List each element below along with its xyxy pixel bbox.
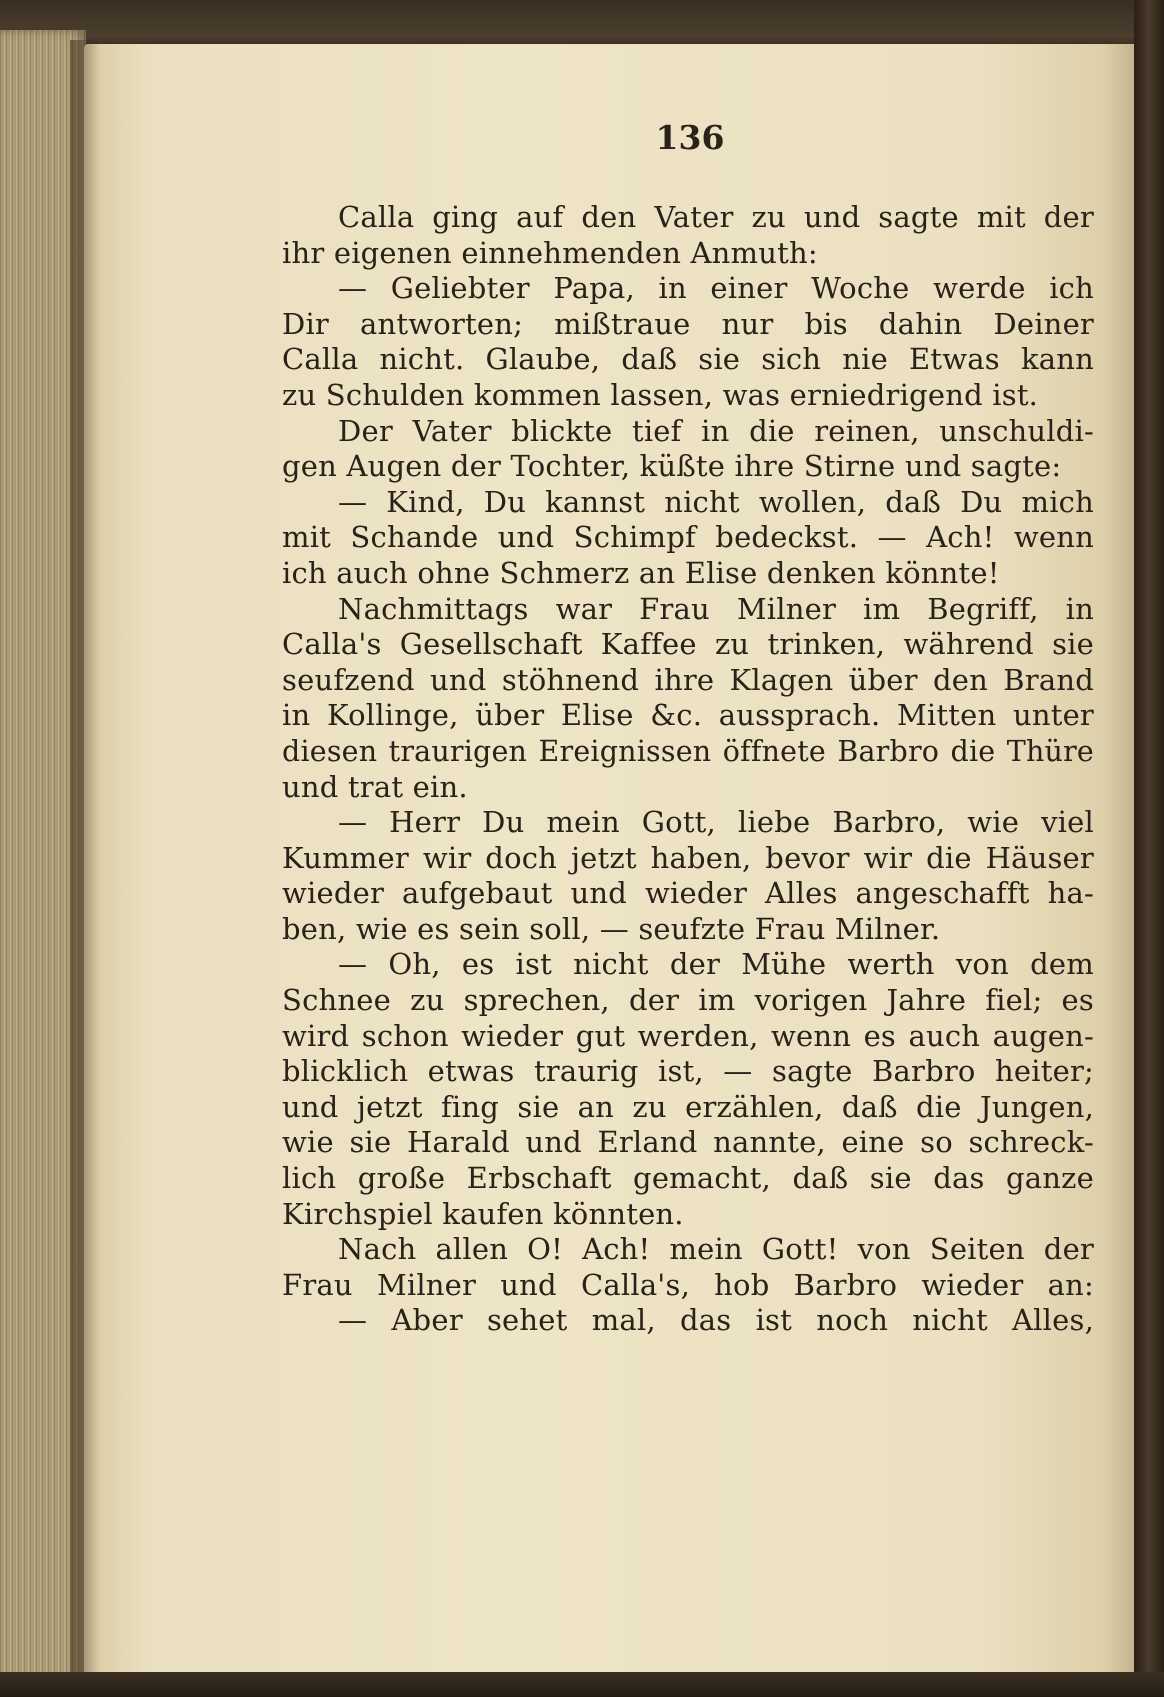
text-line: wieder aufgebaut und wieder Alles angeschafft ha- xyxy=(282,876,1094,911)
text-line: Kirchspiel kaufen könnten. xyxy=(282,1196,684,1231)
text-line: Kummer wir doch jetzt haben, bevor wir die Häuser xyxy=(282,840,1094,875)
text-line: ihr eigenen einnehmenden Anmuth: xyxy=(282,235,818,270)
text-line: gen Augen der Tochter, küßte ihre Stirne und sagte: xyxy=(282,449,1062,484)
book-bottom-edge xyxy=(0,1672,1164,1697)
text-line: und jetzt fing sie an zu erzählen, daß die Jungen, xyxy=(282,1089,1094,1124)
text-line: seufzend und stöhnend ihre Klagen über den Brand xyxy=(282,662,1094,697)
text-line: Der Vater blickte tief in die reinen, unschuldi- xyxy=(338,413,1094,448)
text-line: blicklich etwas traurig ist, — sagte Barbro heiter; xyxy=(282,1054,1094,1089)
gutter-shadow xyxy=(70,40,100,1680)
text-line: — Geliebter Papa, in einer Woche werde ich xyxy=(338,271,1094,306)
text-line: und trat ein. xyxy=(282,769,468,804)
text-line: Frau Milner und Calla's, hob Barbro wieder an: xyxy=(282,1267,1094,1302)
body-text xyxy=(282,200,1094,1339)
text-line: ben, wie es sein soll, — seufzte Frau Milner. xyxy=(282,911,941,946)
text-line: wird schon wieder gut werden, wenn es auch augen- xyxy=(282,1018,1094,1053)
text-line: — Kind, Du kannst nicht wollen, daß Du mich xyxy=(338,484,1094,519)
text-line: Nachmittags war Frau Milner im Begriff, in xyxy=(338,591,1094,626)
text-line: ich auch ohne Schmerz an Elise denken könnte! xyxy=(282,555,1000,590)
text-line: diesen traurigen Ereignissen öffnete Barbro die Thüre xyxy=(282,734,1094,768)
text-line: lich große Erbschaft gemacht, daß sie das ganze xyxy=(282,1161,1094,1196)
text-line: Calla ging auf den Vater zu und sagte mit der xyxy=(338,200,1094,234)
page-number: 136 xyxy=(655,118,725,157)
text-line: — Herr Du mein Gott, liebe Barbro, wie viel xyxy=(338,805,1094,840)
text-line: Calla nicht. Glaube, daß sie sich nie Etwas kann xyxy=(282,342,1094,377)
text-line: Schnee zu sprechen, der im vorigen Jahre fiel; es xyxy=(282,983,1094,1018)
text-line: wie sie Harald und Erland nannte, eine so schreck- xyxy=(282,1125,1094,1160)
text-line: in Kollinge, über Elise &c. aussprach. Mitten unter xyxy=(282,698,1094,733)
book-right-edge xyxy=(1134,0,1164,1697)
text-line: mit Schande und Schimpf bedeckst. — Ach! wenn xyxy=(282,520,1094,555)
text-line: — Oh, es ist nicht der Mühe werth von dem xyxy=(338,947,1094,982)
text-line: Nach allen O! Ach! mein Gott! von Seiten der xyxy=(338,1232,1094,1267)
text-line: Dir antworten; mißtraue nur bis dahin Deiner xyxy=(282,306,1094,341)
text-line: Calla's Gesellschaft Kaffee zu trinken, während sie xyxy=(282,627,1094,662)
text-line: zu Schulden kommen lassen, was erniedrigend ist. xyxy=(282,377,1039,412)
text-line: — Aber sehet mal, das ist noch nicht Alles, xyxy=(338,1303,1094,1338)
